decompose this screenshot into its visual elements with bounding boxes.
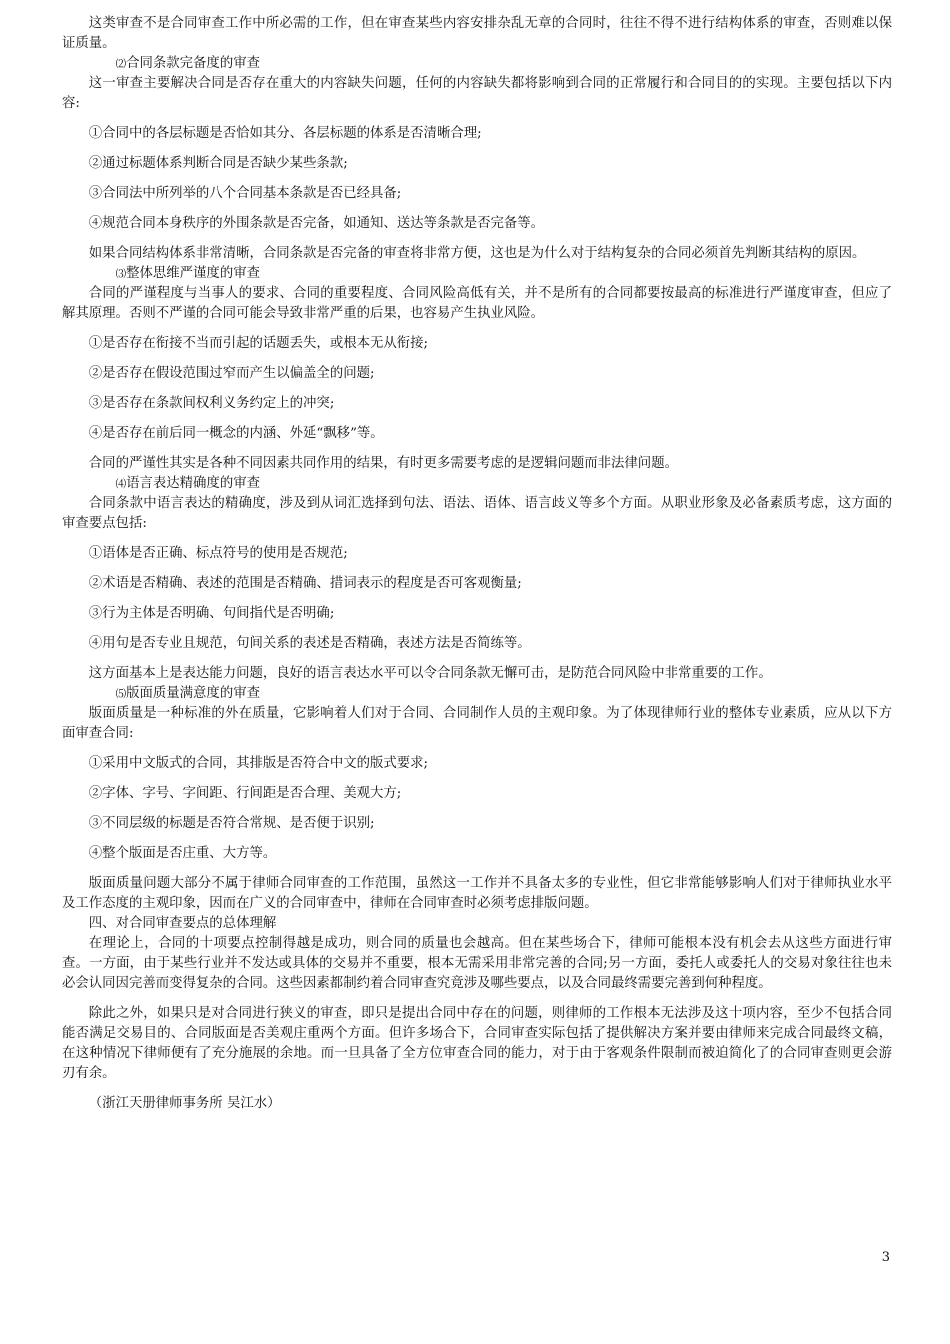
- list-item: ③合同法中所列举的八个合同基本条款是否已经具备;: [88, 186, 402, 201]
- author-signature: （浙江天册律师事务所 吴江水）: [88, 1096, 281, 1111]
- list-item: ②通过标题体系判断合同是否缺少某些条款;: [88, 156, 348, 171]
- list-item: ②字体、字号、字间距、行间距是否合理、美观大方;: [88, 786, 402, 801]
- paragraph: 这方面基本上是表达能力问题，良好的语言表达水平可以令合同条款无懈可击，是防范合同风险中非常重要的工作。: [88, 666, 772, 681]
- section-number: ⑷: [115, 478, 127, 490]
- paragraph: 版面质量是一种标准的外在质量，它影响着人们对于合同、合同制作人员的主观印象。为了体现律师行业的整体专业素质，应从以下方面审查合同:: [62, 706, 892, 741]
- section-heading: [62, 684, 892, 704]
- section-heading: [62, 54, 892, 74]
- paragraph: 如果合同结构体系非常清晰，合同条款是否完备的审查将非常方便，这也是为什么对于结构复杂的合同必须首先判断其结构的原因。: [88, 246, 866, 261]
- list-item: ①合同中的各层标题是否恰如其分、各层标题的体系是否清晰合理;: [88, 126, 482, 141]
- part-heading: 四、对合同审查要点的总体理解: [88, 916, 277, 931]
- section-title: 整体思维严谨度的审查: [126, 266, 260, 281]
- list-item: ①语体是否正确、标点符号的使用是否规范;: [88, 546, 348, 561]
- paragraph: 合同的严谨程度与当事人的要求、合同的重要程度、合同风险高低有关，并不是所有的合同都要按最高的标准进行严谨度审查，但应了解其原理。否则不严谨的合同可能会导致非常严重的后果，也容易产生执业风险。: [62, 286, 892, 321]
- section-heading: [62, 474, 892, 494]
- paragraph: 除此之外，如果只是对合同进行狭义的审查，即只是提出合同中存在的问题，则律师的工作根本无法涉及这十项内容，至少不包括合同能否满足交易目的、合同版面是否美观庄重两个方面。但许多场合下，合同审查实际包括了提供解决方案并要由律师来完成合同最终文稿，在这种情况下律师便有了充分施展的余地。而一旦具备了全方位审查合同的能力，对于由于客观条件限制而被迫简化了的合同审查则更会游刃有余。: [62, 1006, 892, 1081]
- paragraph: 版面质量问题大部分不属于律师合同审查的工作范围，虽然这一工作并不具备太多的专业性，但它非常能够影响人们对于律师执业水平及工作态度的主观印象，因而在广义的合同审查中，律师在合同审查时必须考虑排版问题。: [62, 876, 892, 911]
- list-item: ③是否存在条款间权利义务约定上的冲突;: [88, 396, 335, 411]
- list-item: ④用句是否专业且规范，句间关系的表述是否精确，表述方法是否简练等。: [88, 636, 531, 651]
- paragraph: 合同的严谨性其实是各种不同因素共同作用的结果，有时更多需要考虑的是逻辑问题而非法律问题。: [88, 456, 678, 471]
- list-item: ④规范合同本身秩序的外围条款是否完备，如通知、送达等条款是否完备等。: [88, 216, 545, 231]
- paragraph: 这类审查不是合同审查工作中所必需的工作，但在审查某些内容安排杂乱无章的合同时，往往不得不进行结构体系的审查，否则难以保证质量。: [62, 16, 892, 51]
- section-number: ⑸: [115, 688, 127, 700]
- section-title: 语言表达精确度的审查: [126, 476, 260, 491]
- document-page: [62, 14, 892, 1114]
- paragraph: 合同条款中语言表达的精确度，涉及到从词汇选择到句法、语法、语体、语言歧义等多个方面。从职业形象及必备素质考虑，这方面的审查要点包括:: [62, 496, 892, 531]
- paragraph: 在理论上，合同的十项要点控制得越是成功，则合同的质量也会越高。但在某些场合下，律师可能根本没有机会去从这些方面进行审查。一方面，由于某些行业并不发达或具体的交易并不重要，根本无需采用非常完善的合同;另一方面，委托人或委托人的交易对象往往也未必会认同因完善而变得复杂的合同。这些因素都制约着合同审查究竟涉及哪些要点，以及合同最终需要完善到何种程度。: [62, 936, 892, 991]
- list-item: ①采用中文版式的合同，其排版是否符合中文的版式要求;: [88, 756, 429, 771]
- paragraph: 这一审查主要解决合同是否存在重大的内容缺失问题，任何的内容缺失都将影响到合同的正常履行和合同目的的实现。主要包括以下内容:: [62, 76, 892, 111]
- list-item: ④整个版面是否庄重、大方等。: [88, 846, 277, 861]
- section-heading: [62, 264, 892, 284]
- section-title: 版面质量满意度的审查: [126, 686, 260, 701]
- section-title: 合同条款完备度的审查: [126, 56, 260, 71]
- page-number: 3: [881, 1250, 890, 1265]
- section-number: ⑶: [115, 268, 127, 280]
- section-number: ⑵: [115, 58, 127, 70]
- list-item: ①是否存在衔接不当而引起的话题丢失，或根本无从衔接;: [88, 336, 429, 351]
- list-item: ②是否存在假设范围过窄而产生以偏盖全的问题;: [88, 366, 375, 381]
- list-item: ②术语是否精确、表述的范围是否精确、措词表示的程度是否可客观衡量;: [88, 576, 522, 591]
- list-item: ④是否存在前后同一概念的内涵、外延“飘移”等。: [88, 426, 384, 441]
- list-item: ③行为主体是否明确、句间指代是否明确;: [88, 606, 335, 621]
- list-item: ③不同层级的标题是否符合常规、是否便于识别;: [88, 816, 375, 831]
